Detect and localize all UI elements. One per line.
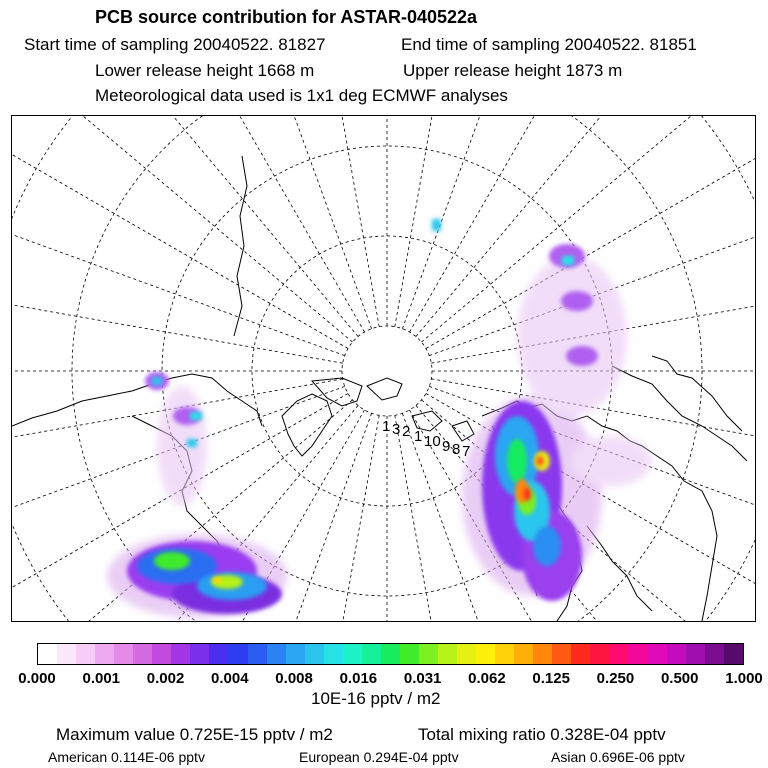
marker-3: 3 — [392, 421, 401, 438]
colorbar-unit: 10E-16 pptv / m2 — [311, 689, 441, 708]
colorbar-tick-label: 0.000 — [18, 670, 56, 687]
colorbar-swatch — [362, 644, 381, 664]
map-canvas — [12, 116, 755, 621]
colorbar-swatch — [286, 644, 305, 664]
colorbar-tick-label: 0.004 — [211, 670, 249, 687]
colorbar-swatch — [552, 644, 571, 664]
colorbar-swatch — [514, 644, 533, 664]
colorbar-swatch — [590, 644, 609, 664]
colorbar-tick-label: 0.001 — [82, 670, 121, 687]
colorbar-swatch — [609, 644, 628, 664]
colorbar-swatch — [190, 644, 209, 664]
marker-1: 1 — [382, 418, 391, 435]
latitude-circle — [12, 116, 755, 621]
end-time: End time of sampling 20040522. 81851 — [401, 35, 697, 54]
latitude-circle — [12, 116, 755, 621]
colorbar-swatch — [76, 644, 95, 664]
total-mixing-ratio: Total mixing ratio 0.328E-04 pptv — [418, 725, 666, 744]
colorbar-swatch — [114, 644, 133, 664]
american-contribution: American 0.114E-06 pptv — [48, 749, 205, 765]
colorbar-tick-label: 0.016 — [339, 670, 378, 687]
start-time: Start time of sampling 20040522. 81827 — [24, 35, 326, 54]
colorbar-swatch — [476, 644, 495, 664]
meridian-line — [395, 116, 509, 327]
colorbar-tick-label: 0.125 — [532, 670, 570, 687]
colorbar-swatch — [628, 644, 647, 664]
marker-1b: 1 — [414, 428, 423, 445]
colorbar-swatch — [400, 644, 419, 664]
colorbar — [37, 643, 744, 665]
asian-contribution: Asian 0.696E-06 pptv — [551, 749, 685, 765]
marker-7: 7 — [462, 443, 471, 460]
colorbar-swatch — [133, 644, 152, 664]
colorbar-swatch — [438, 644, 457, 664]
meridian-line — [12, 116, 353, 342]
colorbar-swatch — [648, 644, 667, 664]
colorbar-tick-label: 0.500 — [660, 670, 699, 687]
colorbar-swatch — [381, 644, 400, 664]
map-title: PCB source contribution for ASTAR-040522a — [95, 7, 478, 27]
colorbar-swatch — [724, 644, 743, 664]
colorbar-swatch — [667, 644, 686, 664]
colorbar-tick-label: 0.008 — [275, 670, 313, 687]
colorbar-swatch — [457, 644, 476, 664]
colorbar-swatch — [209, 644, 228, 664]
colorbar-swatch — [95, 644, 114, 664]
colorbar-swatch — [571, 644, 590, 664]
colorbar-tick-label: 0.250 — [596, 670, 635, 687]
lower-release-height: Lower release height 1668 m — [95, 61, 315, 80]
colorbar-swatch — [248, 644, 267, 664]
upper-release-height: Upper release height 1873 m — [403, 61, 623, 80]
colorbar-swatch — [305, 644, 324, 664]
meridian-line — [148, 116, 372, 329]
colorbar-swatch — [267, 644, 286, 664]
colorbar-swatch — [171, 644, 190, 664]
colorbar-swatch — [686, 644, 705, 664]
colorbar-swatch — [57, 644, 76, 664]
marker-2: 2 — [402, 423, 411, 440]
colorbar-swatch — [705, 644, 724, 664]
european-contribution: European 0.294E-04 pptv — [299, 749, 459, 765]
colorbar-tick-label: 0.062 — [468, 670, 506, 687]
colorbar-swatch — [152, 644, 171, 664]
meridian-line — [265, 415, 379, 621]
colorbar-swatch — [324, 644, 343, 664]
marker-8: 8 — [452, 441, 461, 458]
colorbar-swatch — [343, 644, 362, 664]
max-value: Maximum value 0.725E-15 pptv / m2 — [56, 725, 333, 744]
colorbar-tick-label: 0.002 — [146, 670, 185, 687]
colorbar-tick-label: 1.000 — [725, 670, 763, 687]
colorbar-tick-label: 0.031 — [403, 670, 442, 687]
colorbar-swatch — [495, 644, 514, 664]
colorbar-swatch — [38, 644, 57, 664]
colorbar-swatch — [228, 644, 247, 664]
marker-10: 10 — [424, 433, 441, 450]
colorbar-swatch — [533, 644, 552, 664]
concentration-field — [107, 219, 652, 618]
marker-9: 9 — [442, 438, 451, 455]
met-data-note: Meteorological data used is 1x1 deg ECMWF analyses — [95, 86, 508, 105]
lat-lon-grid — [12, 116, 755, 621]
meridian-line — [12, 249, 343, 363]
coastlines — [12, 156, 747, 621]
meridian-line — [12, 132, 345, 356]
polar-map — [11, 115, 756, 622]
colorbar-swatch — [419, 644, 438, 664]
meridian-line — [37, 116, 365, 332]
latitude-circle — [342, 326, 432, 416]
